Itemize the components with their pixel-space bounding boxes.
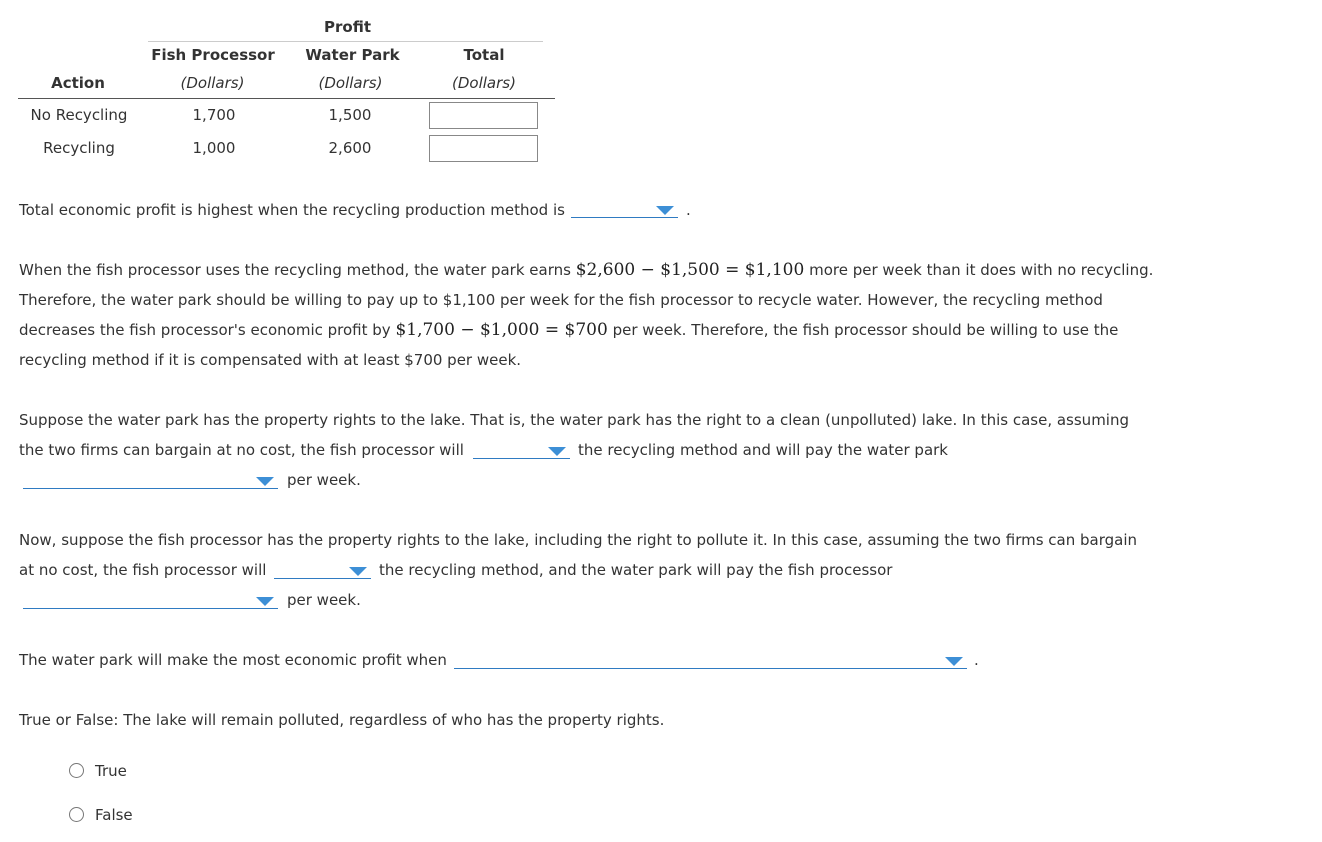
q3-action-dropdown[interactable] <box>274 565 371 579</box>
chevron-down-icon <box>548 447 566 456</box>
col-header-total: Total <box>463 46 505 64</box>
q4-text: The water park will make the most economic profit when <box>19 651 447 669</box>
chevron-down-icon <box>256 597 274 606</box>
group-header-rule <box>148 41 543 42</box>
radio-label-true: True <box>95 762 127 780</box>
unit-water: (Dollars) <box>318 74 383 92</box>
q4-end: . <box>974 651 979 669</box>
col-header-fish-processor: Fish Processor <box>151 46 275 64</box>
total-input-no-recycling[interactable] <box>429 102 538 129</box>
explanation-math: $2,600 − $1,500 = $1,100 <box>575 260 805 280</box>
q3-line-2a: at no cost, the fish processor will <box>19 561 267 579</box>
q4-dropdown[interactable] <box>454 655 967 669</box>
chevron-down-icon <box>256 477 274 486</box>
explanation-math: $1,700 − $1,000 = $700 <box>395 320 608 340</box>
total-input-recycling[interactable] <box>429 135 538 162</box>
row-label-recycling: Recycling <box>43 139 115 157</box>
cell-fish-recycling: 1,000 <box>192 139 236 157</box>
q3-line-3: per week. <box>287 591 361 609</box>
q1-text: Total economic profit is highest when the recycling production method is <box>19 201 565 219</box>
q1-dropdown[interactable] <box>571 204 678 218</box>
explanation-text: decreases the fish processor's economic profit by <box>19 321 391 339</box>
explanation-text: more per week than it does with no recycling. <box>809 261 1154 279</box>
q3-line-1: Now, suppose the fish processor has the property rights to the lake, including the right to pollute it. In this case, assuming the two firms can bargain <box>19 531 1138 549</box>
explanation-line-4: recycling method if it is compensated with at least $700 per week. <box>19 351 522 369</box>
q2-line-2a: the two firms can bargain at no cost, the fish processor will <box>19 441 464 459</box>
q2-line-1: Suppose the water park has the property rights to the lake. That is, the water park has the right to a clean (unpolluted) lake. In this case, assuming <box>19 411 1129 429</box>
cell-fish-no-recycling: 1,700 <box>192 106 236 124</box>
chevron-down-icon <box>656 206 674 215</box>
q3-line-2b: the recycling method, and the water park will pay the fish processor <box>379 561 893 579</box>
row-label-no-recycling: No Recycling <box>30 106 128 124</box>
explanation-text: When the fish processor uses the recycling method, the water park earns <box>19 261 571 279</box>
q5-text: True or False: The lake will remain polluted, regardless of who has the property rights. <box>19 711 665 729</box>
explanation-line-2: Therefore, the water park should be willing to pay up to $1,100 per week for the fish processor to recycle water. However, the recycling method <box>19 291 1103 309</box>
unit-total: (Dollars) <box>452 74 516 92</box>
cell-water-no-recycling: 1,500 <box>328 106 372 124</box>
q2-amount-dropdown[interactable] <box>23 475 278 489</box>
q2-line-3: per week. <box>287 471 361 489</box>
cell-water-recycling: 2,600 <box>328 139 372 157</box>
radio-label-false: False <box>95 806 133 824</box>
chevron-down-icon <box>349 567 367 576</box>
header-rule <box>18 98 555 99</box>
col-header-action: Action <box>51 74 105 92</box>
profit-group-header: Profit <box>324 18 371 36</box>
col-header-water-park: Water Park <box>305 46 400 64</box>
explanation-line-3 <box>19 315 1118 345</box>
explanation-text: per week. Therefore, the fish processor should be willing to use the <box>612 321 1119 339</box>
q3-amount-dropdown[interactable] <box>23 595 278 609</box>
q1-end: . <box>686 201 691 219</box>
radio-circle-icon[interactable] <box>69 763 84 778</box>
explanation-line-1 <box>19 255 1153 285</box>
unit-fish: (Dollars) <box>180 74 245 92</box>
radio-circle-icon[interactable] <box>69 807 84 822</box>
radio-option-true[interactable] <box>68 760 158 784</box>
q2-line-2b: the recycling method and will pay the water park <box>578 441 948 459</box>
chevron-down-icon <box>945 657 963 666</box>
radio-option-false[interactable] <box>68 804 158 828</box>
q2-action-dropdown[interactable] <box>473 445 570 459</box>
